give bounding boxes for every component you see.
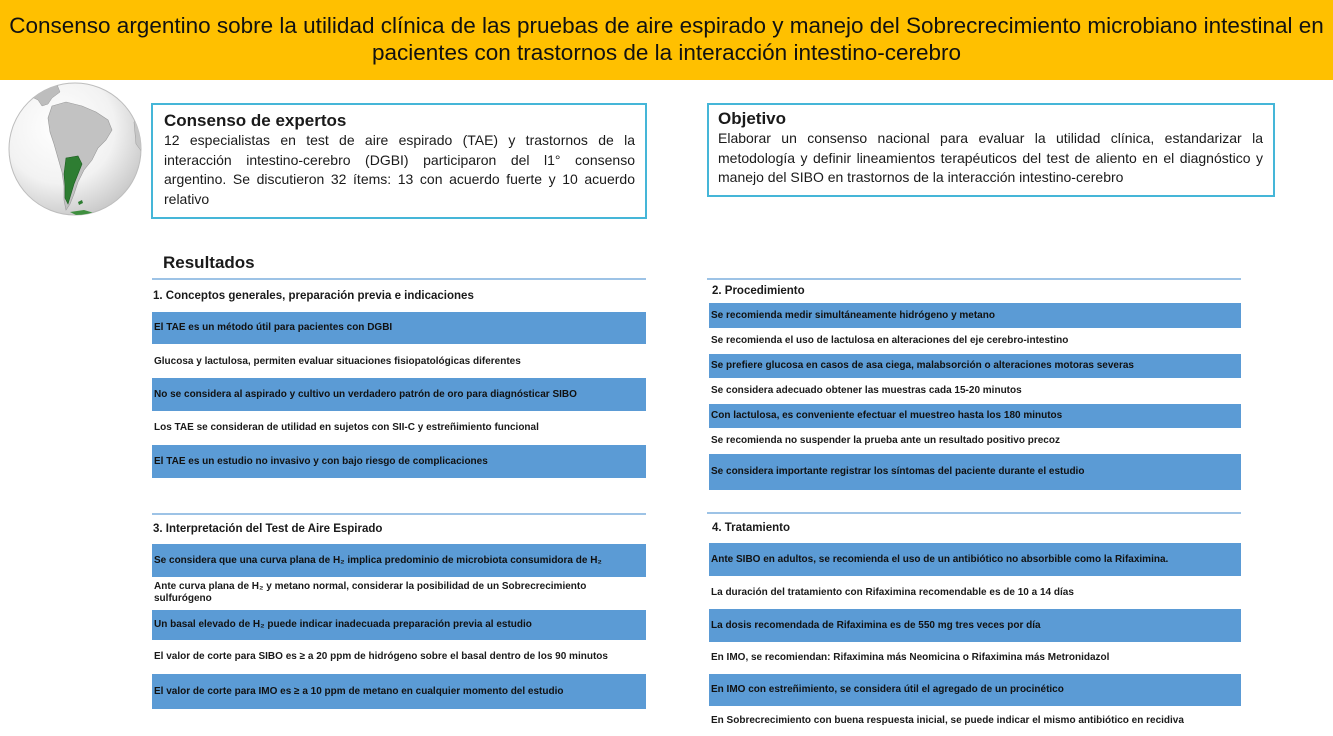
- objective-title: Objetivo: [718, 109, 787, 128]
- list-item: En Sobrecrecimiento con buena respuesta inicial, se puede indicar el mismo antibiótico en recidiva: [711, 715, 1184, 726]
- list-item: Se recomienda el uso de lactulosa en alteraciones del eje cerebro-intestino: [711, 335, 1069, 346]
- header-banner: [0, 0, 1333, 80]
- section-divider: [707, 278, 1241, 280]
- list-item: Se considera importante registrar los síntomas del paciente durante el estudio: [709, 454, 1241, 490]
- poster-title: Consenso argentino sobre la utilidad clínica de las pruebas de aire espirado y manejo del Sobrecrecimiento microbiano intestinal en pacientes con trastornos de la interacción intestino-cerebro: [9, 13, 1324, 65]
- experts-box: [151, 103, 647, 219]
- section-divider: [707, 512, 1241, 514]
- section-divider: [152, 513, 646, 515]
- list-item: La duración del tratamiento con Rifaximina recomendable es de 10 a 14 días: [711, 587, 1074, 598]
- list-item: Se prefiere glucosa en casos de asa ciega, malabsorción o alteraciones motoras severas: [709, 354, 1241, 378]
- list-item: El valor de corte para SIBO es ≥ a 20 ppm de hidrógeno sobre el basal dentro de los 90 minutos: [154, 651, 608, 662]
- list-item: Glucosa y lactulosa, permiten evaluar situaciones fisiopatológicas diferentes: [154, 356, 521, 367]
- section-divider: [152, 278, 646, 280]
- list-item: El TAE es un estudio no invasivo y con bajo riesgo de complicaciones: [152, 445, 646, 478]
- list-item: En IMO, se recomiendan: Rifaximina más Neomicina o Rifaximina más Metronidazol: [711, 652, 1110, 663]
- list-item: El valor de corte para IMO es ≥ a 10 ppm de metano en cualquier momento del estudio: [152, 674, 646, 709]
- list-item: Se recomienda no suspender la prueba ante un resultado positivo precoz: [711, 435, 1060, 446]
- results-heading: Resultados: [163, 253, 255, 272]
- objective-box: [707, 103, 1275, 197]
- section-title-4: 4. Tratamiento: [712, 522, 790, 534]
- list-item: Se considera adecuado obtener las muestras cada 15-20 minutos: [711, 385, 1022, 396]
- list-item: Se recomienda medir simultáneamente hidrógeno y metano: [709, 303, 1241, 328]
- list-item: Ante curva plana de H₂ y metano normal, considerar la posibilidad de un Sobrecrecimiento sulfurógeno: [154, 581, 587, 604]
- list-item: En IMO con estreñimiento, se considera útil el agregado de un procinético: [709, 674, 1241, 706]
- list-item: Los TAE se consideran de utilidad en sujetos con SII-C y estreñimiento funcional: [154, 422, 539, 433]
- section-title-2: 2. Procedimiento: [712, 285, 805, 297]
- list-item: La dosis recomendada de Rifaximina es de 550 mg tres veces por día: [709, 609, 1241, 642]
- list-item: El TAE es un método útil para pacientes con DGBI: [152, 312, 646, 344]
- list-item: Se considera que una curva plana de H₂ implica predominio de microbiota consumidora de H₂: [152, 544, 646, 577]
- list-item: Ante SIBO en adultos, se recomienda el uso de un antibiótico no absorbible como la Rifaximina.: [709, 543, 1241, 576]
- list-item: Un basal elevado de H₂ puede indicar inadecuada preparación previa al estudio: [152, 610, 646, 640]
- experts-body: 12 especialistas en test de aire espirado (TAE) y trastornos de la interacción intestino-cerebro (DGBI) participaron del l1° consenso argentino. Se discutieron 32 ítems: 13 con acuerdo fuerte y 10 acuerdo relativo: [164, 132, 635, 207]
- list-item: Con lactulosa, es conveniente efectuar el muestreo hasta los 180 minutos: [709, 404, 1241, 428]
- objective-body: Elaborar un consenso nacional para evaluar la utilidad clínica, estandarizar la metodología y definir lineamientos terapéuticos del test de aliento en el diagnóstico y manejo del SIBO en trastornos de la interacción intestino-cerebro: [718, 130, 1263, 185]
- section-title-1: 1. Conceptos generales, preparación previa e indicaciones: [153, 290, 474, 302]
- experts-title: Consenso de expertos: [164, 111, 347, 130]
- section-title-3: 3. Interpretación del Test de Aire Espirado: [153, 523, 383, 535]
- globe-map-image: [8, 82, 142, 216]
- list-item: No se considera al aspirado y cultivo un verdadero patrón de oro para diagnósticar SIBO: [152, 378, 646, 411]
